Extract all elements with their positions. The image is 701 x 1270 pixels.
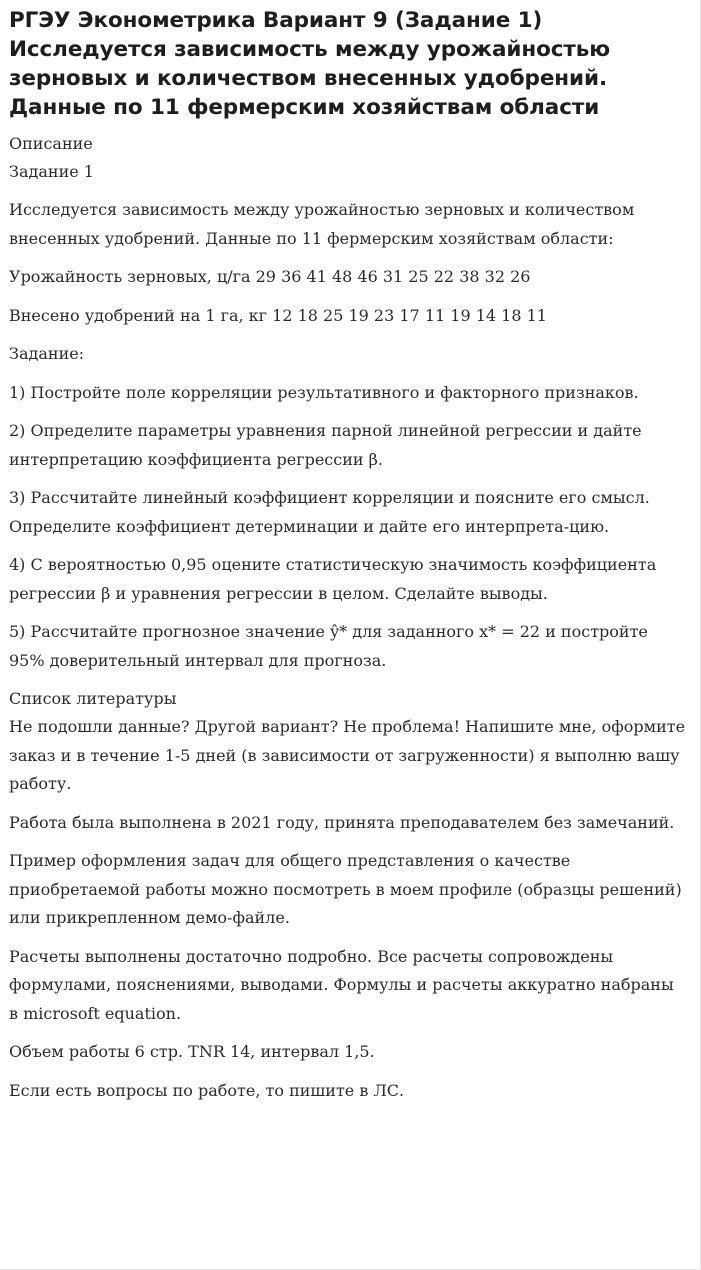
task-heading: Задание 1 [9, 162, 94, 181]
description-heading: Описание [9, 134, 93, 153]
note-questions: Если есть вопросы по работе, то пишите в ЛС. [9, 1080, 405, 1100]
yield-data-line: Урожайность зерновых, ц/га 29 36 41 48 46 31 25 22 38 32 26 [9, 267, 531, 286]
task-item-1: 1) Постройте поле корреляции результативного и факторного признаков. [9, 382, 639, 402]
fertilizer-data-line: Внесено удобрений на 1 га, кг 12 18 25 19 23 17 11 19 14 18 11 [9, 305, 547, 325]
note-calculations: Расчеты выполнены достаточно подробно. Все расчеты сопровождены формулами, пояснениями, выводами. Формулы и расчеты аккуратно набраны в microsoft equation. [9, 946, 674, 1023]
task-item-4: 4) С вероятностью 0,95 оцените статистическую значимость коэффициента регрессии β и уравнения регрессии в целом. Сделайте выводы. [9, 555, 657, 603]
assignment-label: Задание: [9, 344, 85, 363]
note-volume: Объем работы 6 стр. TNR 14, интервал 1,5. [9, 1042, 375, 1061]
task-item-2: 2) Определите параметры уравнения парной линейной регрессии и дайте интерпретацию коэффициента регрессии β. [9, 421, 642, 469]
task-item-3: 3) Рассчитайте линейный коэффициент корреляции и поясните его смысл. Определите коэффициент детерминации и дайте его интерпрета-цию. [9, 488, 650, 536]
literature-heading: Список литературы [9, 689, 177, 708]
note-completed-year: Работа была выполнена в 2021 году, принята преподавателем без замечаний. [9, 812, 675, 832]
page-title: РГЭУ Эконометрика Вариант 9 (Задание 1) Исследуется зависимость между урожайностью зерновых и количеством внесенных удобрений. Данные по 11 фермерским хозяйствам области [9, 8, 611, 120]
task-intro-paragraph: Исследуется зависимость между урожайностью зерновых и количеством внесенных удобрений. Данные по 11 фермерским хозяйствам области: [9, 200, 635, 248]
task-item-5: 5) Рассчитайте прогнозное значение ŷ* для заданного x* = 22 и постройте 95% доверительный интервал для прогноза. [9, 622, 648, 670]
note-other-variant: Не подошли данные? Другой вариант? Не проблема! Напишите мне, оформите заказ и в течение 1-5 дней (в зависимости от загруженности) я выполню вашу работу. [9, 717, 686, 793]
note-example-format: Пример оформления задач для общего представления о качестве приобретаемой работы можно посмотреть в моем профиле (образцы решений) или прикрепленном демо-файле. [9, 851, 682, 927]
